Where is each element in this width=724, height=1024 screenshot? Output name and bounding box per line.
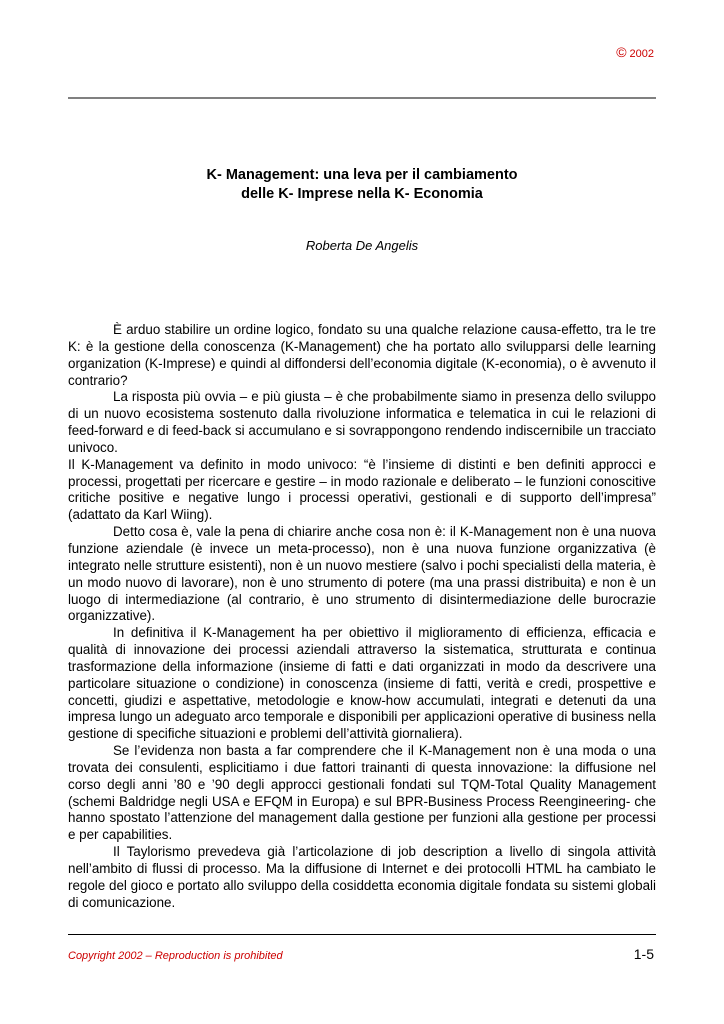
- body-paragraph: In definitiva il K-Management ha per obiettivo il miglioramento di efficienza, efficacia e qualità di innovazione dei processi aziendali attraverso la sistematica, strutturata e continua trasformazione della informazione (insieme di fatti e dati organizzati in modo da descrivere una particolare situazione o condizione) in conoscenza (insieme di fatti, verità e credi, prospettive e concetti, giudizi e aspettative, metodologie e know-how accumulati, integrati e detenuti da una impresa lungo un adeguato arco temporale e disponibili per applicazioni operative di business nella gestione di specifiche situazioni e problemi dell’attività giornaliera).: [68, 625, 656, 742]
- header-year: 2002: [629, 48, 654, 60]
- copyright-symbol: ©: [616, 44, 627, 60]
- title-line-1: K- Management: una leva per il cambiamento: [206, 167, 518, 183]
- body-paragraph: È arduo stabilire un ordine logico, fondato su una qualche relazione causa-effetto, tra le tre K: è la gestione della conoscenza (K-Management) che ha portato allo svilupparsi delle learning organization (K-Imprese) e quindi al diffondersi dell’economia digitale (K-economia), o è avvenuto il contrario?: [68, 322, 656, 388]
- body-paragraph: Se l’evidenza non basta a far comprendere che il K-Management non è una moda o una trovata dei consulenti, esplicitiamo i due fattori trainanti di questa innovazione: la diffusione nel corso degli anni ’80 e ’90 degli approcci gestionali fondati sul TQM-Total Quality Management (schemi Baldridge negli USA e EFQM in Europa) e sul BPR-Business Process Reengineering- che hanno spostato l’attenzione del management dalla gestione per funzioni alla gestione per processi e per capabilities.: [68, 743, 656, 843]
- body-paragraph: Il K-Management va definito in modo univoco: “è l’insieme di distinti e ben definiti approcci e processi, progettati per ricercare e gestire – in modo razionale e deliberato – le funzioni conoscitive critiche positive e negative lungo i processi operativi, gestionali e di supporto dell’impresa” (adattato da Karl Wiing).: [68, 456, 656, 523]
- title-line-2: delle K- Imprese nella K- Economia: [241, 186, 483, 202]
- footer-copyright-notice: Copyright 2002 – Reproduction is prohibited: [68, 950, 283, 962]
- page-number: 1-5: [633, 946, 654, 962]
- author-name: Roberta De Angelis: [305, 238, 419, 253]
- body-paragraph: Detto cosa è, vale la pena di chiarire anche cosa non è: il K-Management non è una nuova funzione aziendale (è invece un meta-processo), non è una nuova funzione organizzativa (è integrato nelle strutture esistenti), non è un nuovo mestiere (salvo i pochi specialisti della materia, è un modo nuovo di lavorare), non è uno strumento di potere (ma una prassi distribuita) e non è un luogo di intermediazione (al contrario, è uno strumento di disintermediazione delle burocrazie organizzative).: [68, 524, 657, 624]
- header-divider: [68, 97, 656, 99]
- document-body: [68, 322, 656, 912]
- document-title: [68, 166, 656, 204]
- header-copyright: [616, 45, 654, 61]
- body-paragraph: La risposta più ovvia – e più giusta – è che probabilmente siamo in presenza dello sviluppo di un nuovo ecosistema sostenuto dalla rivoluzione informatica e telematica in cui le relazioni di feed-forward e di feed-back si accumulano e si sovrappongono rendendo indiscernibile un tracciato univoco.: [68, 389, 656, 455]
- footer-divider: [68, 934, 656, 935]
- body-paragraph: Il Taylorismo prevedeva già l’articolazione di job description a livello di singola attività nell’ambito di flussi di processo. Ma la diffusione di Internet e dei protocolli HTML ha cambiato le regole del gioco e portato allo sviluppo della cosiddetta economia digitale fondata su sistemi globali di comunicazione.: [68, 844, 656, 910]
